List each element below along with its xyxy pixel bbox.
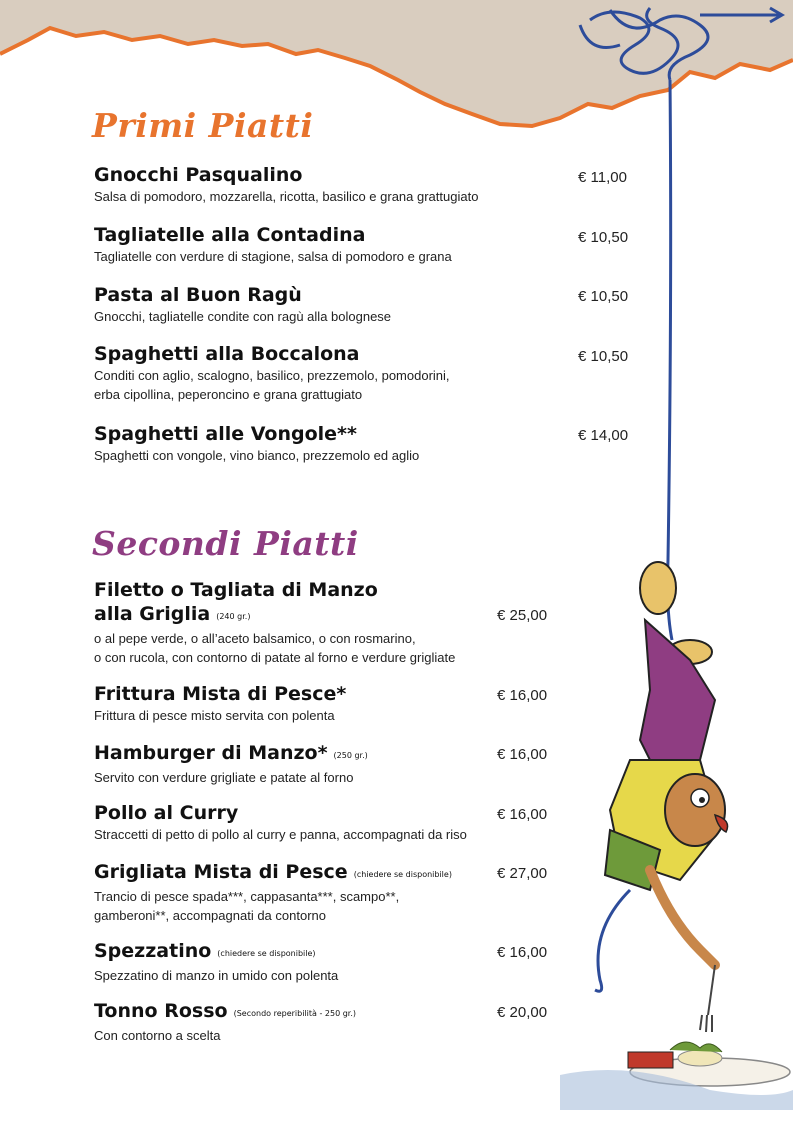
item-price: € 27,00 [497,865,548,882]
item-description: Salsa di pomodoro, mozzarella, ricotta, basilico e grana grattugiato [94,189,479,204]
chef-head [665,774,725,846]
item-name: Tagliatelle alla Contadina [94,224,366,246]
menu-item-hamburger-manzo [94,741,368,787]
item-description: Spaghetti con vongole, vino bianco, prezzemolo ed aglio [94,448,420,463]
item-name [94,741,368,768]
item-note: (chiedere se disponibile) [353,870,452,879]
item-price: € 16,00 [497,944,548,961]
item-note: (240 gr.) [216,612,251,621]
item-name: Filetto o Tagliata di Manzo [94,579,378,601]
item-description: Straccetti di petto di pollo al curry e panna, accompagnati da riso [94,827,467,842]
item-description: o al pepe verde, o all’aceto balsamico, o con rosmarino, [94,631,416,646]
menu-item-tagliatelle-contadina [94,223,452,266]
hanging-chef-illustration [550,0,793,1122]
fork-icon [700,965,715,1032]
menu-item-spezzatino [94,939,338,985]
eye-pupil [699,797,705,803]
item-name: Pasta al Buon Ragù [94,284,302,306]
item-description: Servito con verdure grigliate e patate al forno [94,770,354,785]
item-name-text: Tonno Rosso [94,1000,228,1022]
item-price: € 16,00 [497,687,548,704]
hook-icon [595,890,630,991]
item-description: Tagliatelle con verdure di stagione, salsa di pomodoro e grana [94,249,452,264]
item-name [94,939,338,966]
item-name: Frittura Mista di Pesce* [94,683,347,705]
secondi-piatti-title: Secondi Piatti [92,524,359,563]
menu-item-grigliata-mista [94,860,452,925]
menu-item-frittura-mista [94,682,346,725]
item-name: Spaghetti alla Boccalona [94,343,360,365]
menu-item-tonno-rosso [94,999,356,1045]
item-name-line2: alla Griglia [94,603,211,625]
item-description: Conditi con aglio, scalogno, basilico, prezzemolo, pomodorini, [94,368,450,383]
item-price: € 10,50 [578,229,629,246]
rope [668,80,673,640]
item-description: Con contorno a scelta [94,1028,221,1043]
item-name-text: Hamburger di Manzo* [94,742,328,764]
item-price: € 16,00 [497,806,548,823]
item-name [94,860,452,887]
item-description: o con rucola, con contorno di patate al forno e verdure grigliate [94,650,456,665]
menu-item-filetto-tagliata [94,578,455,667]
menu-item-pasta-buon-ragu [94,283,391,326]
menu-item-pollo-curry [94,801,467,844]
item-name: Pollo al Curry [94,802,239,824]
item-price: € 16,00 [497,746,548,763]
item-price: € 10,50 [578,288,629,305]
item-name [94,999,356,1026]
menu-item-gnocchi-pasqualino [94,163,478,206]
item-name-text: Spezzatino [94,940,212,962]
item-price: € 11,00 [578,169,627,186]
item-name [94,602,455,629]
item-name: Gnocchi Pasqualino [94,164,303,186]
item-name: Spaghetti alle Vongole** [94,423,357,445]
rope-knot-icon [580,8,782,80]
item-description: Spezzatino di manzo in umido con polenta [94,968,339,983]
item-description: erba cipollina, peperoncino e grana grattugiato [94,387,363,402]
item-price: € 25,00 [497,607,548,624]
item-name-text: Grigliata Mista di Pesce [94,861,348,883]
item-note: (250 gr.) [333,751,368,760]
shoe [640,562,676,614]
item-description: Trancio di pesce spada***, cappasanta***, scampo**, [94,889,400,904]
item-description: gamberoni**, accompagnati da contorno [94,908,326,923]
item-description: Frittura di pesce misto servita con polenta [94,708,335,723]
primi-piatti-title: Primi Piatti [92,106,314,145]
item-price: € 10,50 [578,348,629,365]
item-price: € 14,00 [578,427,629,444]
item-note: (chiedere se disponibile) [217,949,316,958]
arm [650,870,715,965]
menu-item-spaghetti-boccalona [94,342,450,404]
menu-item-spaghetti-vongole [94,422,419,465]
item-note: (Secondo reperibilità - 250 gr.) [233,1009,356,1018]
item-price: € 20,00 [497,1004,548,1021]
item-description: Gnocchi, tagliatelle condite con ragù alla bolognese [94,309,392,324]
